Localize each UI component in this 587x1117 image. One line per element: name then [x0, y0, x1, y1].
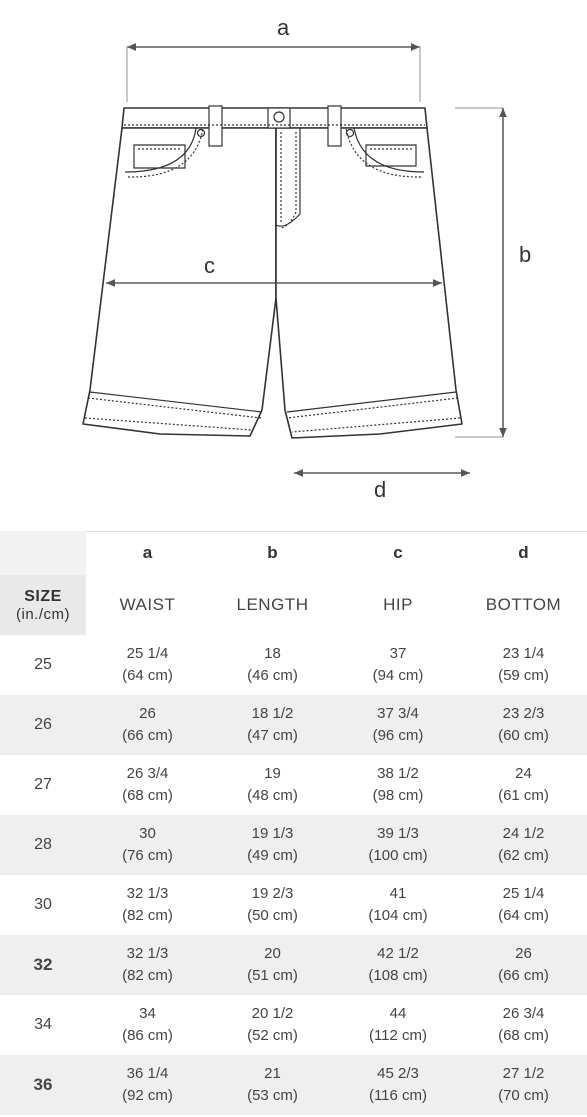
inch-value: 44: [389, 1005, 407, 1022]
cm-value: (48 cm): [247, 787, 298, 804]
cm-value: (112 cm): [368, 1027, 428, 1044]
length-cell: [209, 815, 336, 875]
length-cell: [209, 995, 336, 1055]
hip-cell: [336, 935, 460, 995]
table-row: [0, 1055, 587, 1115]
size-chart-table: [0, 531, 587, 1115]
bottom-cell: [460, 635, 587, 695]
hip-cell: [336, 755, 460, 815]
cm-value: (82 cm): [122, 967, 173, 984]
inch-value: 20: [264, 945, 281, 962]
inch-value: 21: [264, 1065, 281, 1082]
cm-value: (62 cm): [498, 847, 549, 864]
inch-value: 36 1/4: [126, 1065, 169, 1082]
cm-value: (70 cm): [498, 1087, 549, 1104]
inch-value: 30: [139, 825, 156, 842]
letter-header-row: [0, 531, 587, 575]
size-cell: 32: [0, 935, 86, 995]
length-cell: [209, 755, 336, 815]
inch-value: 41: [389, 885, 407, 902]
bottom-cell: [460, 695, 587, 755]
length-cell: [209, 1055, 336, 1115]
inch-value: 19 1/3: [251, 825, 294, 842]
cm-value: (76 cm): [122, 847, 173, 864]
waist-cell: [86, 875, 209, 935]
cm-value: (59 cm): [498, 667, 549, 684]
waist-cell: [86, 1055, 209, 1115]
waist-header: WAIST: [119, 595, 176, 614]
size-cell: 26: [0, 695, 86, 755]
inch-value: 26 3/4: [126, 765, 169, 782]
cm-value: (50 cm): [247, 907, 298, 924]
bottom-cell: [460, 1055, 587, 1115]
inch-value: 26: [515, 945, 532, 962]
cm-value: (96 cm): [372, 727, 424, 744]
hip-cell: [336, 995, 460, 1055]
hip-cell: [336, 815, 460, 875]
size-title: SIZE: [24, 587, 62, 605]
label-b: b: [519, 242, 532, 267]
size-cell: 36: [0, 1055, 86, 1115]
cm-value: (51 cm): [247, 967, 298, 984]
cm-value: (94 cm): [372, 667, 424, 684]
length-cell: [209, 635, 336, 695]
letter-c: c: [393, 543, 403, 562]
hip-header: HIP: [383, 595, 413, 614]
length-cell: [209, 935, 336, 995]
inch-value: 19: [264, 765, 281, 782]
cm-value: (60 cm): [498, 727, 549, 744]
cm-value: (98 cm): [372, 787, 424, 804]
letter-d: d: [518, 543, 529, 562]
size-column-header: [0, 575, 86, 635]
waist-cell: [86, 635, 209, 695]
table-row: [0, 755, 587, 815]
table-row: [0, 815, 587, 875]
table-row: [0, 635, 587, 695]
size-unit: (in./cm): [16, 605, 70, 623]
cm-value: (61 cm): [498, 787, 549, 804]
shorts-illustration: [0, 0, 587, 531]
hip-cell: [336, 875, 460, 935]
inch-value: 24 1/2: [502, 825, 545, 842]
cm-value: (46 cm): [247, 667, 298, 684]
cm-value: (92 cm): [122, 1087, 173, 1104]
inch-value: 18: [264, 645, 281, 662]
cm-value: (104 cm): [368, 907, 428, 924]
inch-value: 38 1/2: [377, 765, 419, 782]
table-row: [0, 995, 587, 1055]
inch-value: 26 3/4: [502, 1005, 545, 1022]
shorts-outline: [83, 108, 462, 438]
size-cell: 34: [34, 1016, 52, 1033]
label-a: a: [277, 15, 290, 40]
cm-value: (52 cm): [247, 1027, 298, 1044]
cm-value: (49 cm): [247, 847, 298, 864]
cm-value: (86 cm): [122, 1027, 173, 1044]
size-cell: 25: [34, 656, 52, 673]
inch-value: 42 1/2: [377, 945, 419, 962]
size-cell: 27: [34, 776, 52, 793]
table-row: [0, 875, 587, 935]
inch-value: 37: [389, 645, 407, 662]
bottom-cell: [460, 995, 587, 1055]
letter-b: b: [267, 543, 278, 562]
cm-value: (64 cm): [498, 907, 549, 924]
size-cell: 30: [34, 896, 52, 913]
inch-value: 20 1/2: [251, 1005, 294, 1022]
inch-value: 24: [515, 765, 532, 782]
inch-value: 23 1/4: [502, 645, 545, 662]
inch-value: 23 2/3: [502, 705, 545, 722]
label-d: d: [374, 477, 387, 502]
inch-value: 32 1/3: [126, 945, 169, 962]
cm-value: (53 cm): [247, 1087, 298, 1104]
inch-value: 25 1/4: [126, 645, 169, 662]
letter-a: a: [142, 543, 153, 562]
bottom-cell: [460, 875, 587, 935]
hip-cell: [336, 695, 460, 755]
waist-cell: [86, 755, 209, 815]
bottom-cell: [460, 755, 587, 815]
table-row: [0, 695, 587, 755]
hip-cell: [336, 1055, 460, 1115]
waist-cell: [86, 995, 209, 1055]
bottom-header: BOTTOM: [485, 595, 562, 614]
cm-value: (64 cm): [122, 667, 173, 684]
cm-value: (66 cm): [498, 967, 549, 984]
inch-value: 34: [139, 1005, 156, 1022]
cm-value: (68 cm): [122, 787, 173, 804]
cm-value: (82 cm): [122, 907, 173, 924]
shorts-diagram: [0, 0, 587, 532]
cm-value: (108 cm): [368, 967, 428, 984]
corner-cell: [0, 531, 86, 575]
label-c: c: [204, 253, 215, 278]
waist-cell: [86, 695, 209, 755]
bottom-cell: [460, 935, 587, 995]
inch-value: 18 1/2: [251, 705, 294, 722]
inch-value: 39 1/3: [377, 825, 419, 842]
length-cell: [209, 695, 336, 755]
dimension-b-line: [455, 108, 503, 437]
cm-value: (116 cm): [368, 1087, 428, 1104]
inch-value: 26: [139, 705, 156, 722]
column-header-row: [0, 575, 587, 635]
inch-value: 27 1/2: [502, 1065, 545, 1082]
waist-cell: [86, 935, 209, 995]
inch-value: 19 2/3: [251, 885, 294, 902]
cm-value: (100 cm): [368, 847, 428, 864]
dimension-a-line: [127, 46, 420, 102]
bottom-cell: [460, 815, 587, 875]
table-row: [0, 935, 587, 995]
length-cell: [209, 875, 336, 935]
cm-value: (47 cm): [247, 727, 298, 744]
waist-cell: [86, 815, 209, 875]
inch-value: 37 3/4: [377, 705, 419, 722]
inch-value: 25 1/4: [502, 885, 545, 902]
inch-value: 45 2/3: [377, 1065, 419, 1082]
size-cell: 28: [0, 815, 86, 875]
inch-value: 32 1/3: [126, 885, 169, 902]
hip-cell: [336, 635, 460, 695]
cm-value: (68 cm): [498, 1027, 549, 1044]
cm-value: (66 cm): [122, 727, 173, 744]
length-header: LENGTH: [236, 595, 309, 614]
